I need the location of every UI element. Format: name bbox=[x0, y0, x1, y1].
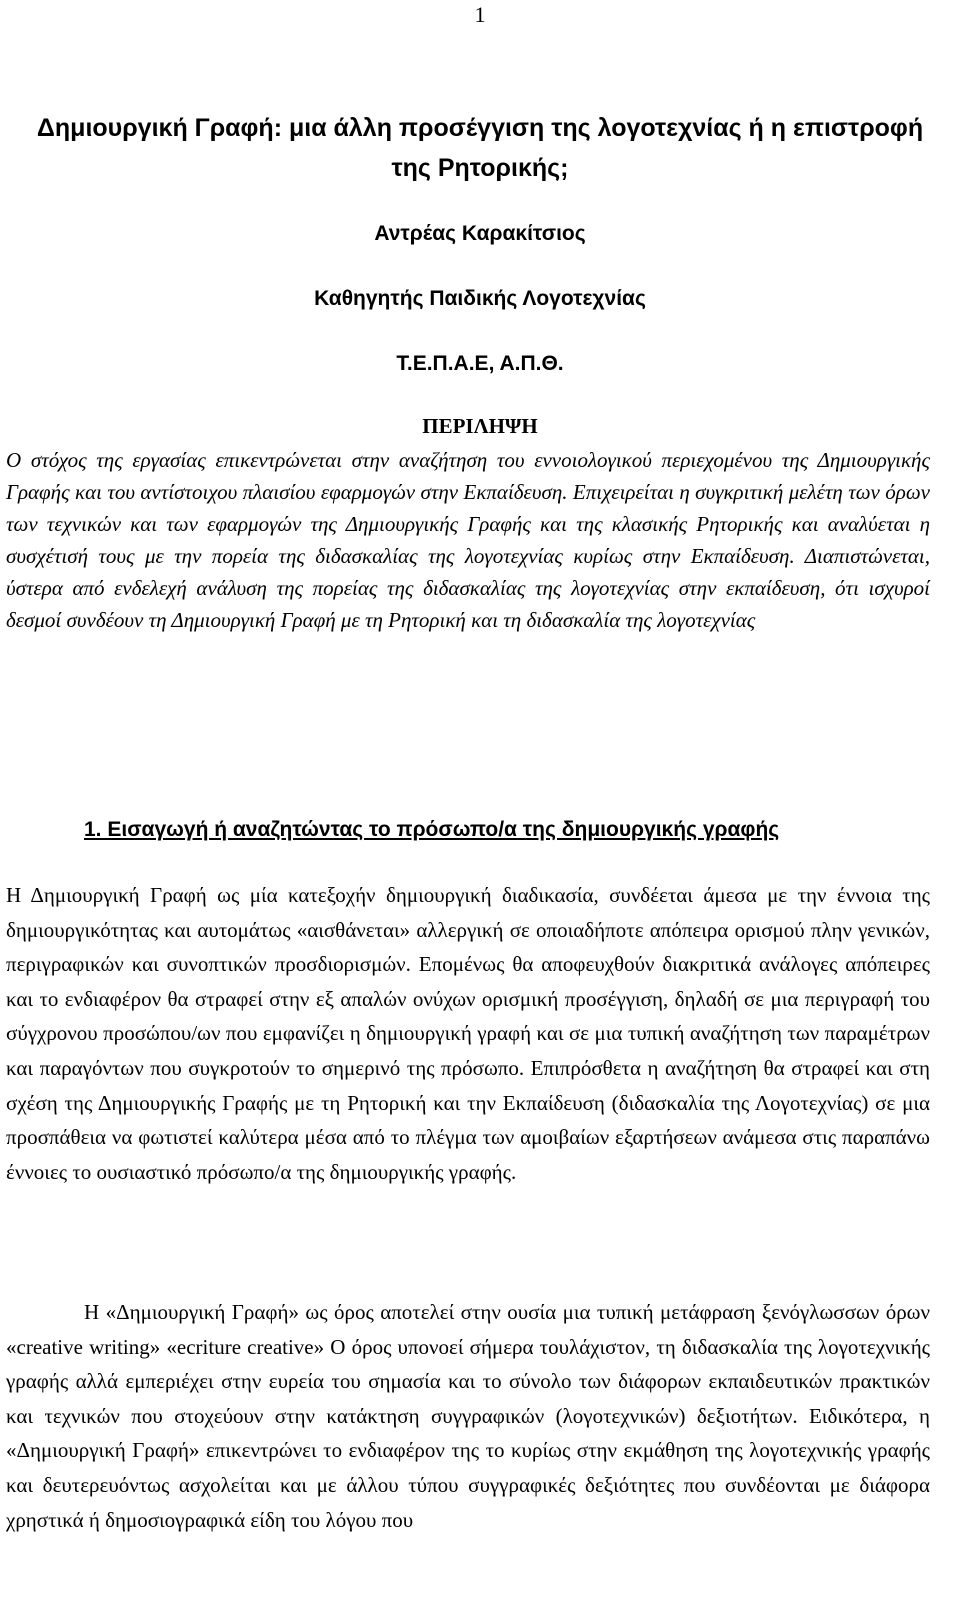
section-heading: 1. Εισαγωγή ή αναζητώντας το πρόσωπο/α της δημιουργικής γραφής bbox=[84, 818, 780, 841]
body-paragraph: Η «Δημιουργική Γραφή» ως όρος αποτελεί στην ουσία μια τυπική μετάφραση ξενόγλωσσων όρων «creative writing» «ecriture creative» Ο όρος υπονοεί σήμερα τουλάχιστον, τη διδασκαλία της λογοτεχνικής γραφής αλλά εμπεριέχει στην ευρεία του σημασία και το σύνολο των διάφορων εκπαιδευτικών πρακτικών και τεχνικών που στοχεύουν στην κατάκτηση συγγραφικών (λογοτεχνικών) δεξιοτήτων. Ειδικότερα, η «Δημιουργική Γραφή» επικεντρώνει το ενδιαφέρον της το κυρίως στην εκμάθηση της λογοτεχνικής γραφής και δευτερευόντως ασχολείται και με άλλου τύπου συγγραφικές δεξιότητες που συνδέονται με διάφορα χρηστικά ή δημοσιογραφικά είδη του λόγου που bbox=[6, 1300, 930, 1532]
body-paragraph: Η Δημιουργική Γραφή ως μία κατεξοχήν δημιουργική διαδικασία, συνδέεται άμεσα με την έννοια της δημιουργικότητας και αυτομάτως «αισθάνεται» αλλεργική σε οποιαδήποτε απόπειρα ορισμού πλην γενικών, περιγραφικών και συνοπτικών προσδιορισμών. Επομένως θα αποφευχθούν διακριτικά ανάλογες απόπειρες και το ενδιαφέρον θα στραφεί στην εξ απαλών ονύχων ορισμική προσέγγιση, δηλαδή σε μια περιγραφή του σύγχρονου προσώπου/ων που εμφανίζει η δημιουργική γραφή και σε μια τυπική αναζήτηση των παραμέτρων και παραγόντων που συγκροτούν το σημερινό της πρόσωπο. Επιπρόσθετα η αναζήτηση θα στραφεί και στη σχέση της Δημιουργικής Γραφής με τη Ρητορική και την Εκπαίδευση (διδασκαλία της Λογοτεχνίας) σε μια προσπάθεια να φωτιστεί καλύτερα μέσα από το πλέγμα των αμοιβαίων εξαρτήσεων ανάμεσα στις παραπάνω έννοιες το ουσιαστικό πρόσωπο/α της δημιουργικής γραφής. bbox=[6, 883, 930, 1184]
author-name: Αντρέας Καρακίτσιος bbox=[374, 222, 586, 245]
author-institution: Τ.Ε.Π.Α.Ε, Α.Π.Θ. bbox=[396, 352, 564, 375]
abstract-text: Ο στόχος της εργασίας επικεντρώνεται στην αναζήτηση του εννοιολογικού περιεχομένου της Δημιουργικής Γραφής και του αντίστοιχου πλαισίου εφαρμογών στην Εκπαίδευση. Επιχειρείται η συγκριτική μελέτη των όρων των τεχνικών και των εφαρμογών της Δημιουργικής Γραφής και της κλασικής Ρητορικής και αναλύεται η συσχέτισή τους με την πορεία της διδασκαλίας της λογοτεχνίας κυρίως στην Εκπαίδευση. Διαπιστώνεται, ύστερα από ενδελεχή ανάλυση της πορείας της διδασκαλίας της λογοτεχνίας στην εκπαίδευση, ότι ισχυροί δεσμοί συνδέουν τη Δημιουργική Γραφή με τη Ρητορική και τη διδασκαλία της λογοτεχνίας bbox=[6, 448, 930, 632]
paper-title: Δημιουργική Γραφή: μια άλλη προσέγγιση της λογοτεχνίας ή η επιστροφή της Ρητορικής; bbox=[36, 114, 924, 182]
author-position: Καθηγητής Παιδικής Λογοτεχνίας bbox=[314, 287, 646, 310]
page-number: 1 bbox=[474, 2, 486, 27]
abstract-heading: ΠΕΡΙΛΗΨΗ bbox=[422, 414, 538, 438]
